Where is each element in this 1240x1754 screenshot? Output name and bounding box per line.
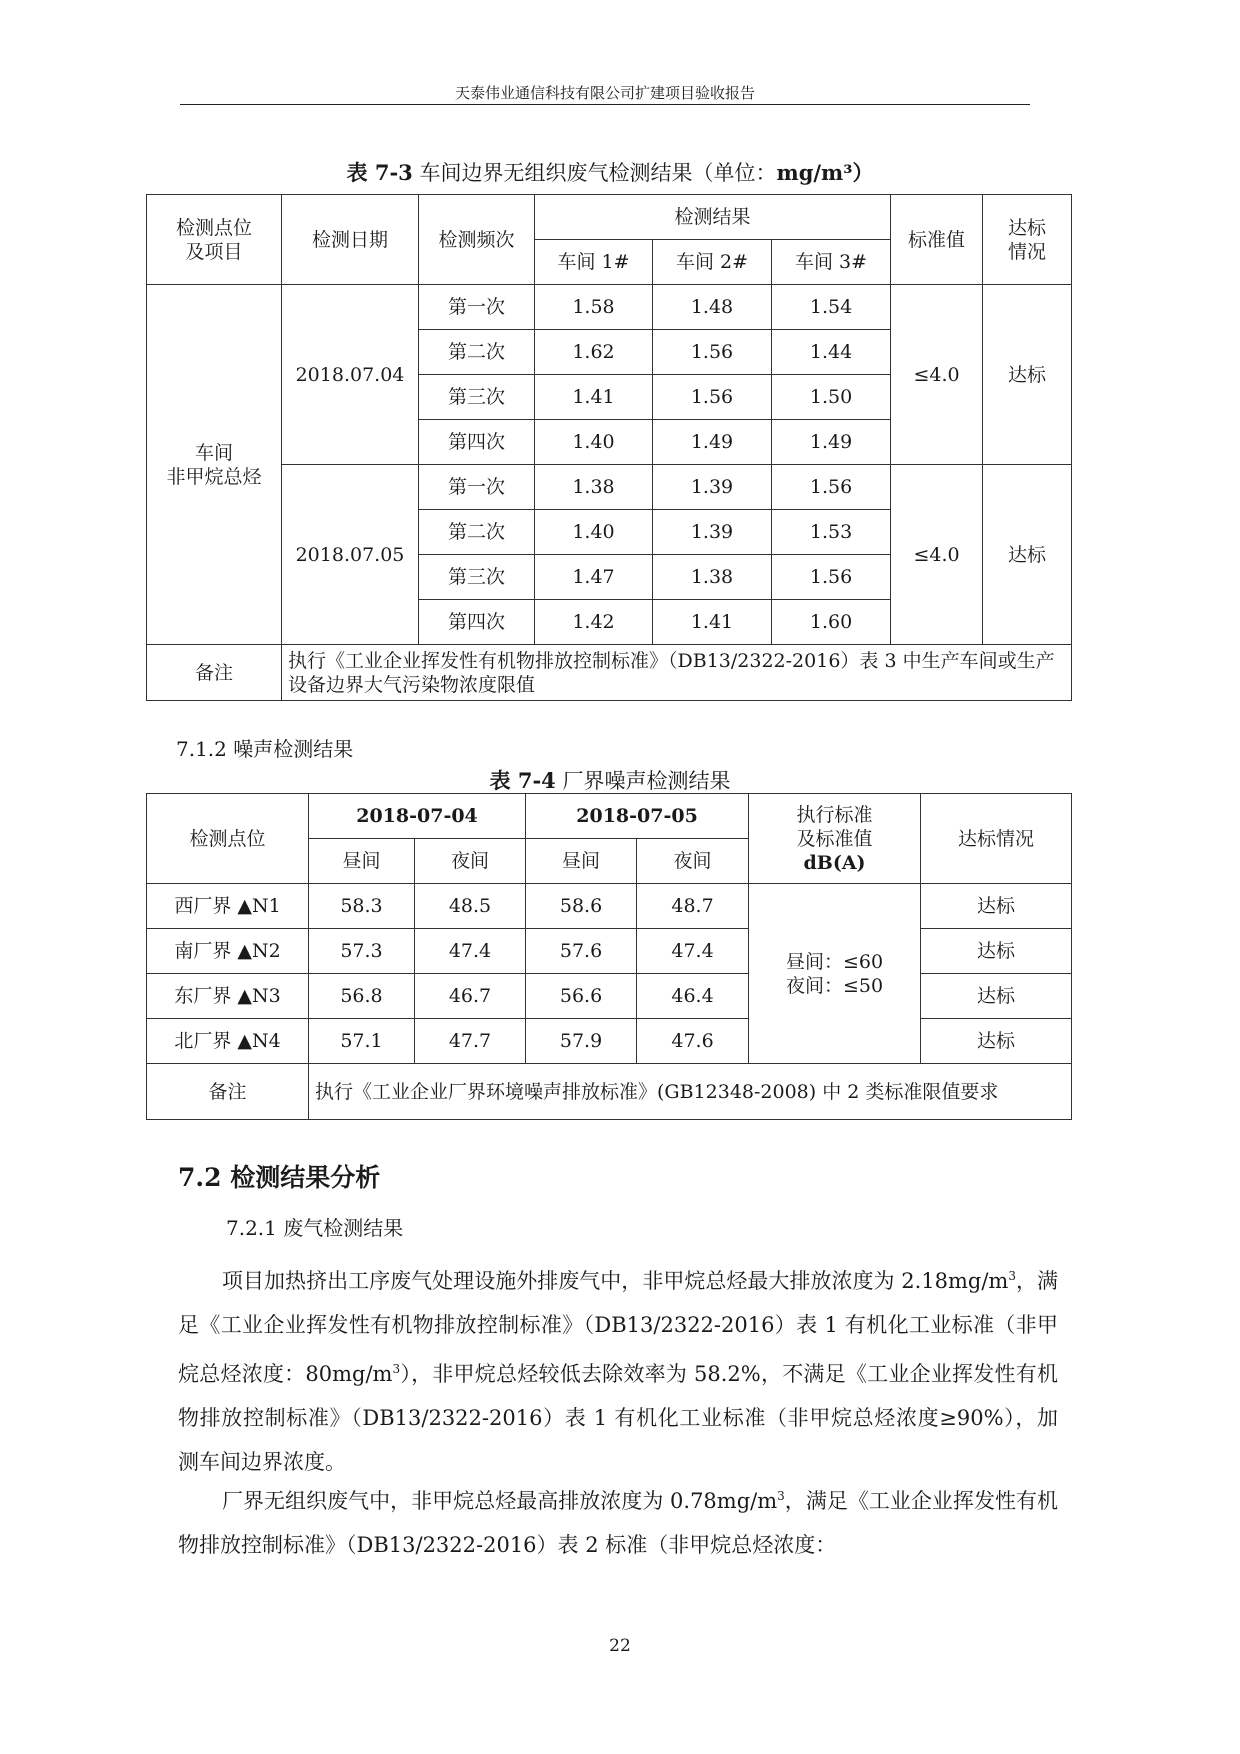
value-cell: 47.6 [637, 1019, 749, 1064]
table-row [147, 974, 1072, 1019]
value-cell: 1.39 [653, 510, 772, 555]
header-workshop-2: 车间 2# [653, 240, 772, 285]
analysis-paragraph-2: 厂界无组织废气中，非甲烷总烃最高排放浓度为 $0.78mg/m^3$，满足《工业企业挥发性有机物排放控制标准》（DB13/2322-2016）表 2 标准（非甲烷总烃浓度： [178, 1489, 1058, 1557]
value-cell: 57.3 [309, 929, 415, 974]
header-point: 检测点位 [147, 794, 309, 884]
freq-cell: 第三次 [419, 555, 535, 600]
header-point: 检测点位 及项目 [147, 195, 282, 285]
compliance-cell: 达标 [983, 285, 1072, 465]
value-cell: 56.6 [526, 974, 637, 1019]
value-cell: 48.5 [415, 884, 526, 929]
header-day-1: 昼间 [309, 839, 415, 884]
value-cell: 1.40 [535, 510, 653, 555]
value-cell: 1.49 [772, 420, 891, 465]
compliance-cell: 达标 [921, 884, 1072, 929]
standard-cell: ≤4.0 [891, 465, 983, 645]
compliance-cell: 达标 [921, 1019, 1072, 1064]
value-cell: 47.7 [415, 1019, 526, 1064]
analysis-paragraph-1: 项目加热挤出工序废气处理设施外排废气中，非甲烷总烃最大排放浓度为 $2.18mg/m^3$，满足《工业企业挥发性有机物排放控制标准》（DB13/2322-2016）表 1 有机化工业标准（非甲烷总烃浓度：$80mg/m^3$），非甲烷总烃较低去除效率为 58.2%，不满足《工业企业挥发性有机物排放控制标准》（DB13/2322-2016）表 1 有机化工业标准（非甲烷总烃浓度≥90%），加测车间边界浓度。 [178, 1269, 1059, 1474]
caption-text: 厂界噪声检测结果 [562, 769, 731, 793]
value-cell: 1.49 [653, 420, 772, 465]
note-row [147, 1064, 1072, 1120]
caption-unit: mg/m³） [776, 160, 874, 185]
point-cell: 西厂界 ▲N1 [147, 884, 309, 929]
note-text: 执行《工业企业厂界环境噪声排放标准》(GB12348-2008) 中 2 类标准限值要求 [309, 1064, 1072, 1120]
table-row [147, 465, 1072, 510]
value-cell: 48.7 [637, 884, 749, 929]
value-cell: 1.56 [772, 465, 891, 510]
point-cell: 北厂界 ▲N4 [147, 1019, 309, 1064]
note-row [147, 645, 1072, 701]
table-7-4 [146, 793, 1072, 1120]
table-row [147, 884, 1072, 929]
page-number: 22 [609, 1636, 631, 1656]
header-date-1: 2018-07-04 [309, 794, 526, 839]
header-frequency: 检测频次 [419, 195, 535, 285]
header-workshop-3: 车间 3# [772, 240, 891, 285]
value-cell: 1.53 [772, 510, 891, 555]
value-cell: 1.56 [653, 330, 772, 375]
table-row [147, 1019, 1072, 1064]
header-date: 检测日期 [282, 195, 419, 285]
table-7-3 [146, 194, 1072, 701]
table-row [147, 929, 1072, 974]
standard-cell: ≤4.0 [891, 285, 983, 465]
value-cell: 1.58 [535, 285, 653, 330]
value-cell: 58.3 [309, 884, 415, 929]
value-cell: 47.4 [637, 929, 749, 974]
header-standard: 标准值 [891, 195, 983, 285]
value-cell: 1.54 [772, 285, 891, 330]
value-cell: 1.47 [535, 555, 653, 600]
value-cell: 1.41 [653, 600, 772, 645]
subsection-7-2-1: 7.2.1 废气检测结果 [226, 1216, 404, 1240]
value-cell: 56.8 [309, 974, 415, 1019]
freq-cell: 第一次 [419, 465, 535, 510]
header-compliance: 达标情况 [921, 794, 1072, 884]
value-cell: 46.4 [637, 974, 749, 1019]
subsection-7-1-2: 7.1.2 噪声检测结果 [176, 737, 354, 761]
value-cell: 57.6 [526, 929, 637, 974]
freq-cell: 第四次 [419, 420, 535, 465]
value-cell: 58.6 [526, 884, 637, 929]
header-rule [180, 104, 1030, 105]
header-result: 检测结果 [535, 195, 891, 240]
caption-number: 表 7-3 [346, 160, 413, 185]
header-date-2: 2018-07-05 [526, 794, 749, 839]
freq-cell: 第二次 [419, 510, 535, 555]
date-cell: 2018.07.04 [282, 285, 419, 465]
table-row [147, 285, 1072, 330]
value-cell: 1.56 [772, 555, 891, 600]
section-7-2-heading: 7.2 检测结果分析 [178, 1163, 381, 1192]
standard-cell: 昼间：≤60 夜间：≤50 [749, 884, 921, 1064]
value-cell: 1.44 [772, 330, 891, 375]
freq-cell: 第三次 [419, 375, 535, 420]
compliance-cell: 达标 [983, 465, 1072, 645]
running-header: 天泰伟业通信科技有限公司扩建项目验收报告 [454, 84, 755, 102]
header-workshop-1: 车间 1# [535, 240, 653, 285]
value-cell: 1.40 [535, 420, 653, 465]
note-text: 执行《工业企业挥发性有机物排放控制标准》（DB13/2322-2016）表 3 中生产车间或生产设备边界大气污染物浓度限值 [282, 645, 1072, 701]
value-cell: 1.60 [772, 600, 891, 645]
value-cell: 57.9 [526, 1019, 637, 1064]
caption-text: 车间边界无组织废气检测结果（单位： [419, 161, 777, 185]
compliance-cell: 达标 [921, 974, 1072, 1019]
value-cell: 1.38 [653, 555, 772, 600]
header-standard: 执行标准 及标准值 dB(A) [749, 794, 921, 884]
date-cell: 2018.07.05 [282, 465, 419, 645]
freq-cell: 第四次 [419, 600, 535, 645]
table-7-4-caption [145, 765, 1075, 795]
note-label: 备注 [147, 645, 282, 701]
freq-cell: 第二次 [419, 330, 535, 375]
value-cell: 1.48 [653, 285, 772, 330]
header-night-2: 夜间 [637, 839, 749, 884]
point-cell: 东厂界 ▲N3 [147, 974, 309, 1019]
value-cell: 1.56 [653, 375, 772, 420]
header-night-1: 夜间 [415, 839, 526, 884]
table-7-3-caption [145, 157, 1075, 187]
value-cell: 46.7 [415, 974, 526, 1019]
value-cell: 47.4 [415, 929, 526, 974]
note-label: 备注 [147, 1064, 309, 1120]
value-cell: 1.38 [535, 465, 653, 510]
caption-number: 表 7-4 [489, 768, 556, 793]
header-compliance: 达标 情况 [983, 195, 1072, 285]
point-cell: 南厂界 ▲N2 [147, 929, 309, 974]
value-cell: 1.50 [772, 375, 891, 420]
value-cell: 1.42 [535, 600, 653, 645]
freq-cell: 第一次 [419, 285, 535, 330]
compliance-cell: 达标 [921, 929, 1072, 974]
value-cell: 1.62 [535, 330, 653, 375]
value-cell: 1.39 [653, 465, 772, 510]
value-cell: 57.1 [309, 1019, 415, 1064]
item-cell: 车间 非甲烷总烃 [147, 285, 282, 645]
value-cell: 1.41 [535, 375, 653, 420]
header-day-2: 昼间 [526, 839, 637, 884]
